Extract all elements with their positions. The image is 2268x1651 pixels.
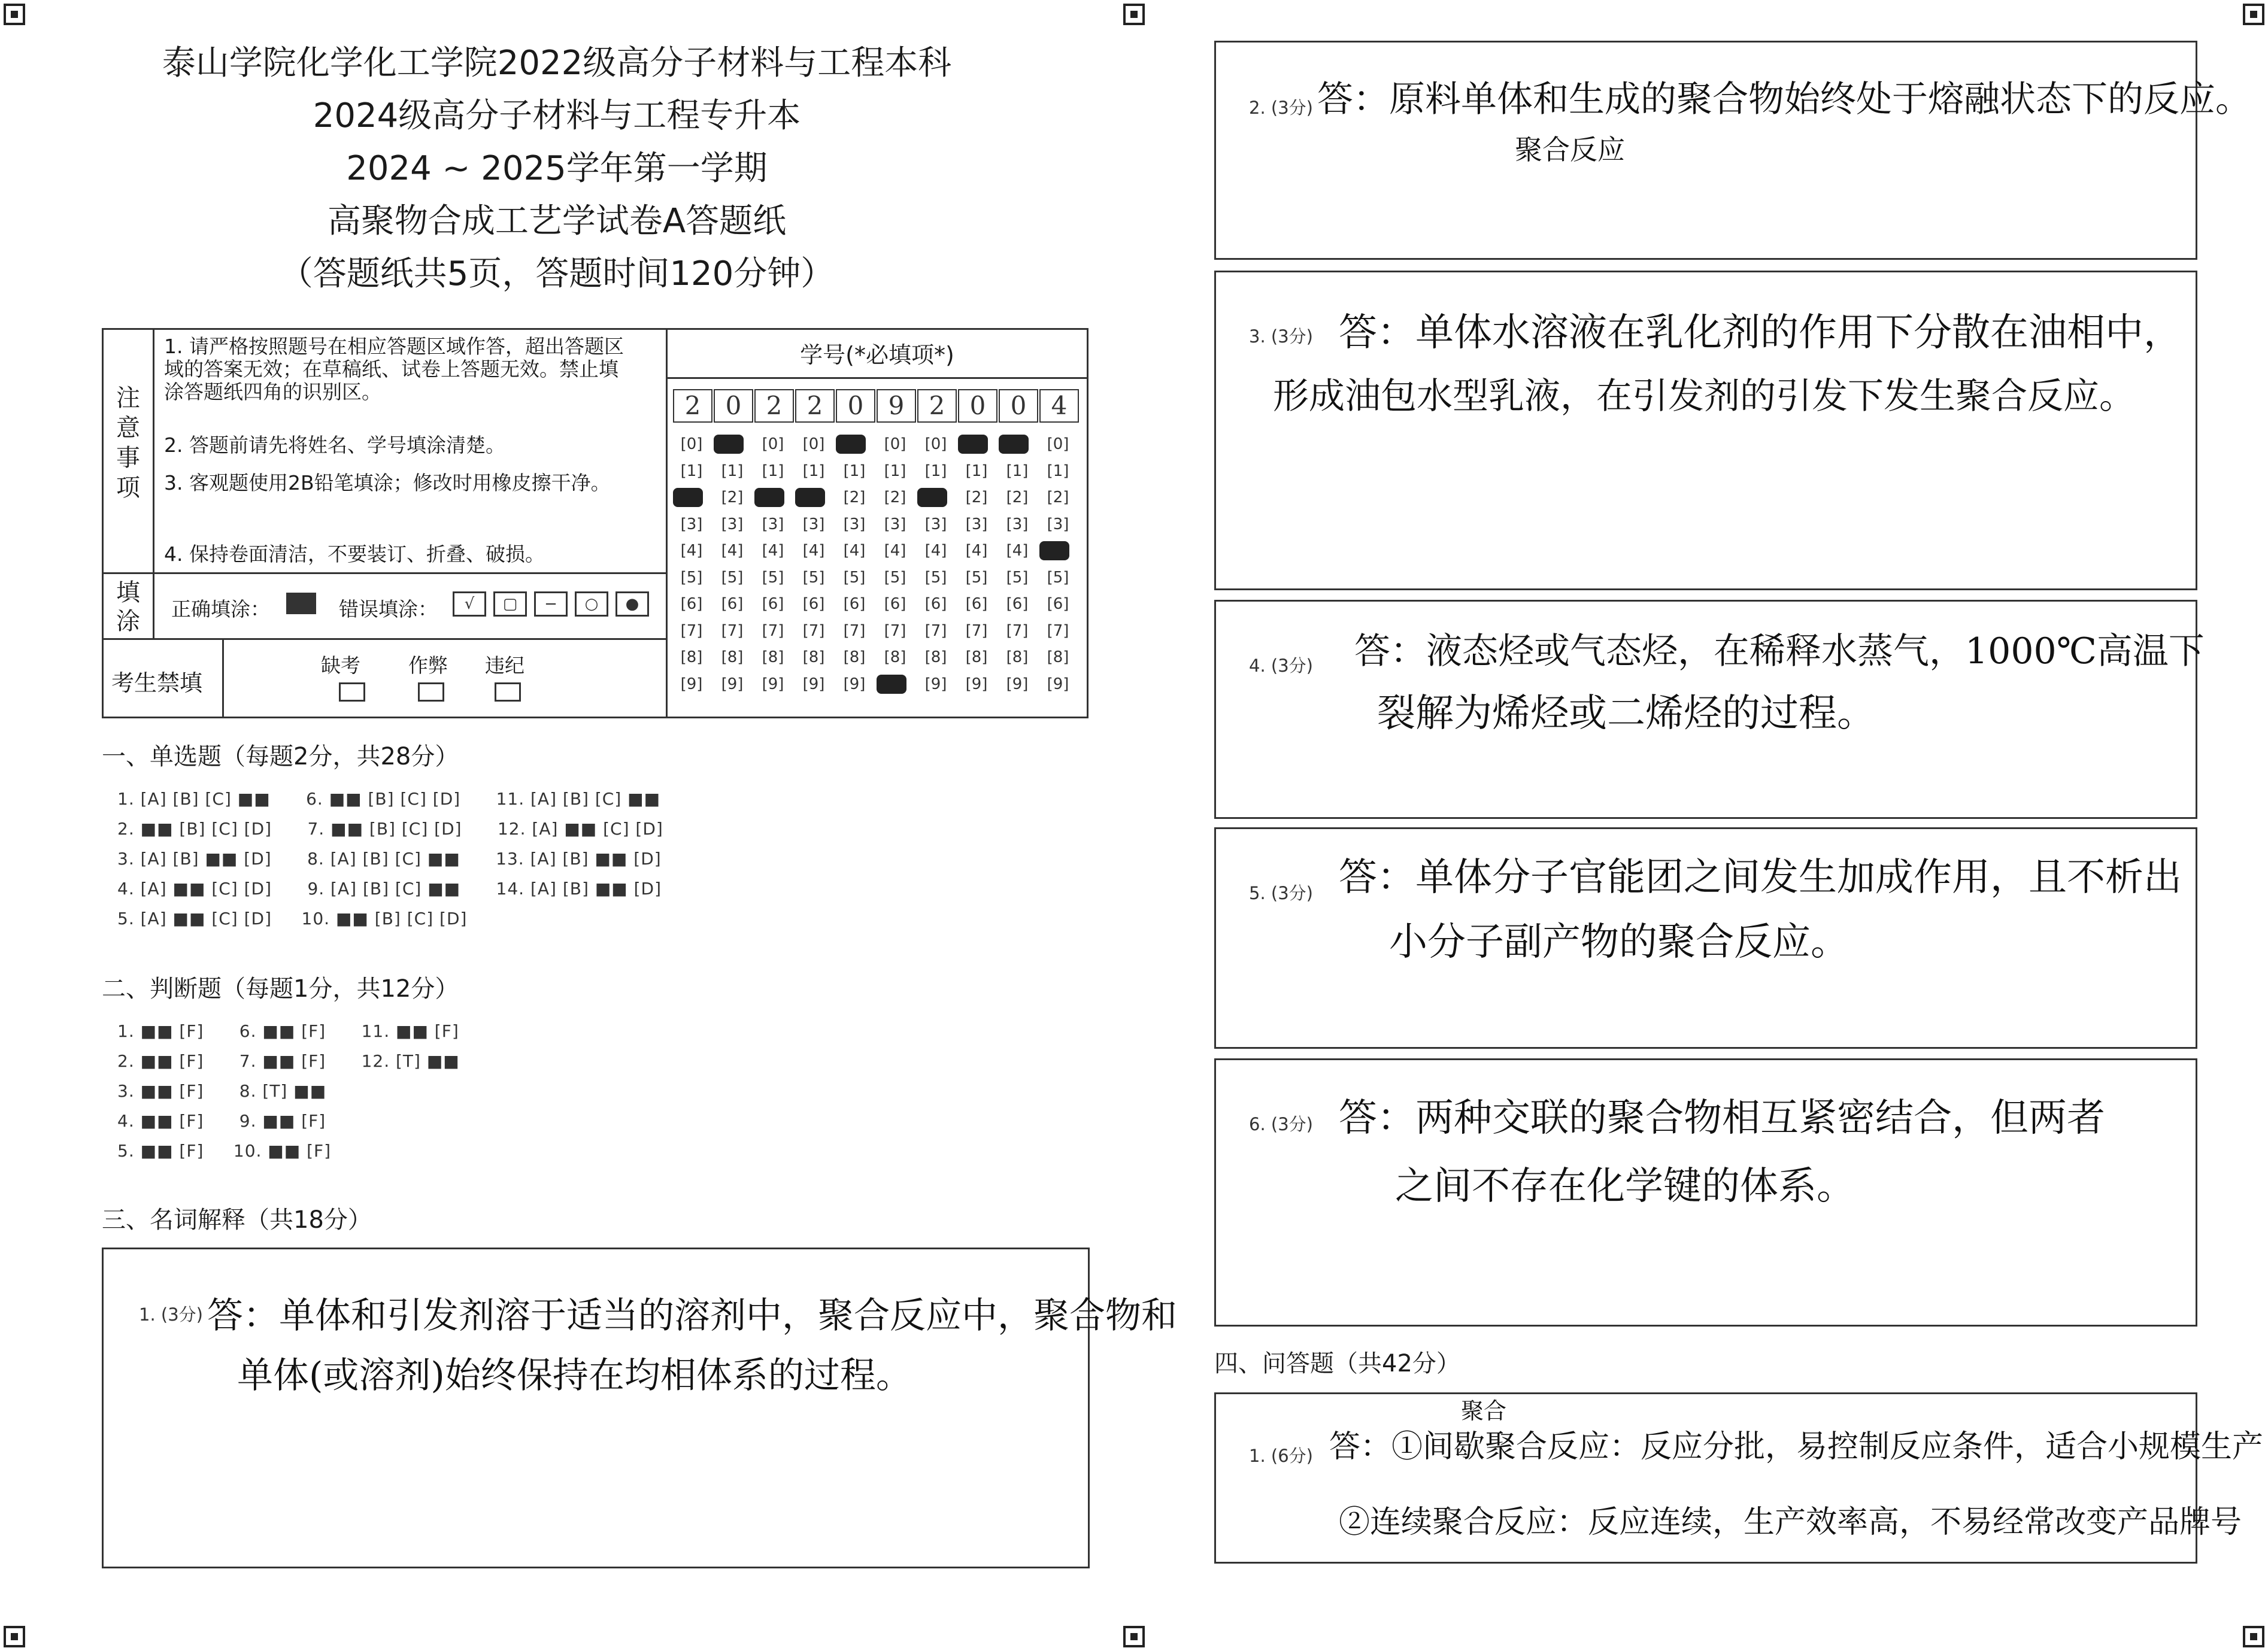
id-bubble[interactable]: [9] [762, 675, 784, 693]
id-bubble[interactable]: [6] [884, 595, 906, 613]
answer-4-line-2: 裂解为烯烃或二烯烃的过程。 [1377, 691, 1875, 736]
id-digit-cell-10[interactable]: 4 [1039, 389, 1079, 423]
id-bubble[interactable]: [2] [843, 488, 866, 506]
id-bubble[interactable]: [1] [680, 462, 703, 480]
id-digit-cell-9[interactable]: 0 [999, 389, 1038, 423]
id-digit-cell-3[interactable]: 2 [754, 389, 794, 423]
wrong-fill-label: 错误填涂： [339, 597, 438, 621]
id-bubble-filled[interactable] [795, 488, 825, 507]
answer-2-line-1: 答：原料单体和生成的聚合物始终处于熔融状态下的反应。 [1317, 78, 2251, 120]
id-bubble[interactable]: [1] [802, 462, 825, 480]
id-bubble[interactable]: [4] [721, 542, 744, 560]
answer-1-line-1: 答：单体和引发剂溶于适当的溶剂中，聚合反应中，聚合物和 [207, 1295, 1177, 1337]
banned-violation-label: 违纪 [485, 654, 524, 677]
essay-1-line-2: ②连续聚合反应：反应连续，生产效率高，不易经常改变产品牌号 [1339, 1504, 2242, 1540]
wrong-fill-sample-2: ▢ [493, 591, 527, 617]
id-bubble[interactable]: [3] [1047, 515, 1069, 533]
corner-mark-top-right [2243, 4, 2264, 25]
id-bubble[interactable]: [5] [1047, 568, 1069, 587]
header-exam-info: （答题纸共5页，答题时间120分钟） [279, 254, 835, 293]
id-digit-cell-1[interactable]: 2 [673, 389, 712, 423]
tf-row-2[interactable]: 2. ■■ [F] 7. ■■ [F] 12. [T] ■■ [117, 1051, 460, 1071]
id-bubble[interactable]: [0] [762, 435, 784, 453]
id-bubble[interactable]: [4] [843, 542, 866, 560]
section3-title: 三、名词解释（共18分） [102, 1206, 372, 1234]
id-bubble[interactable]: [6] [965, 595, 988, 613]
mc-row-5[interactable]: 5. [A] ■■ [C] [D] 10. ■■ [B] [C] [D] [117, 909, 468, 928]
id-bubble[interactable]: [6] [721, 595, 744, 613]
id-bubble[interactable]: [3] [965, 515, 988, 533]
corner-mark-bottom-left [4, 1626, 25, 1647]
notice-item-3: 3. 客观题使用2B铅笔填涂；修改时用橡皮擦干净。 [164, 471, 611, 494]
banned-absent-box[interactable] [339, 682, 365, 702]
id-bubble[interactable]: [1] [965, 462, 988, 480]
banned-cheating-label: 作弊 [408, 654, 448, 677]
id-bubble[interactable]: [6] [1047, 595, 1069, 613]
id-bubble[interactable]: [3] [843, 515, 866, 533]
id-bubble[interactable]: [1] [1006, 462, 1029, 480]
id-bubble[interactable]: [8] [965, 648, 988, 666]
section1-title: 一、单选题（每题2分，共28分） [102, 743, 459, 770]
id-bubble[interactable]: [5] [680, 568, 703, 587]
id-bubble[interactable]: [8] [924, 648, 947, 666]
id-bubble[interactable]: [4] [1006, 542, 1029, 560]
essay-1-line-1: 答：①间歇聚合反应：反应分批，易控制反应条件，适合小规模生产 [1329, 1429, 2264, 1465]
id-bubble[interactable]: [8] [1047, 648, 1069, 666]
id-digit-cell-5[interactable]: 0 [836, 389, 875, 423]
id-bubble[interactable]: [7] [924, 621, 947, 640]
answer-3-line-2: 形成油包水型乳液，在引发剂的引发下发生聚合反应。 [1273, 375, 2135, 417]
fill-side-column [102, 572, 154, 638]
essay-1-label: 1. (6分) [1249, 1446, 1313, 1466]
id-bubble[interactable]: [4] [762, 542, 784, 560]
corner-mark-top-middle [1123, 4, 1145, 25]
id-bubble[interactable]: [5] [843, 568, 866, 587]
id-bubble[interactable]: [8] [721, 648, 744, 666]
id-bubble[interactable]: [7] [762, 621, 784, 640]
id-bubble[interactable]: [9] [721, 675, 744, 693]
wrong-fill-sample-3: − [534, 591, 568, 617]
id-bubble[interactable]: [3] [721, 515, 744, 533]
id-bubble[interactable]: [6] [762, 595, 784, 613]
header-term: 2024 ~ 2025学年第一学期 [346, 149, 768, 188]
id-bubble[interactable]: [5] [762, 568, 784, 587]
id-bubble[interactable]: [7] [802, 621, 825, 640]
id-bubble-filled[interactable] [1039, 541, 1069, 560]
id-bubble[interactable]: [3] [762, 515, 784, 533]
id-bubble[interactable]: [5] [884, 568, 906, 587]
id-bubble[interactable]: [7] [680, 621, 703, 640]
answer-4-label: 4. (3分) [1249, 655, 1313, 676]
notice-divider-1 [102, 572, 666, 574]
id-bubble[interactable]: [7] [884, 621, 906, 640]
id-bubble[interactable]: [0] [802, 435, 825, 453]
id-bubble[interactable]: [2] [1006, 488, 1029, 506]
id-bubble[interactable]: [8] [884, 648, 906, 666]
tf-row-1[interactable]: 1. ■■ [F] 6. ■■ [F] 11. ■■ [F] [117, 1021, 459, 1041]
id-bubble-filled[interactable] [999, 435, 1029, 454]
wrong-fill-sample-4: ○ [575, 591, 608, 617]
corner-mark-top-left [4, 4, 25, 25]
id-bubble-filled[interactable] [836, 435, 866, 454]
id-bubble[interactable]: [1] [762, 462, 784, 480]
corner-mark-bottom-middle [1123, 1626, 1145, 1647]
id-bubble[interactable]: [2] [721, 488, 744, 506]
id-bubble[interactable]: [3] [884, 515, 906, 533]
id-bubble[interactable]: [7] [721, 621, 744, 640]
id-bubble[interactable]: [4] [802, 542, 825, 560]
fill-side-label: 填涂 [116, 579, 140, 635]
header-class: 2024级高分子材料与工程专升本 [313, 96, 801, 135]
banned-side-column [102, 638, 224, 718]
notice-item-1: 1. 请严格按照题号在相应答题区域作答，超出答题区域的答案无效；在草稿纸、试卷上答题无效。禁止填涂答题纸四角的识别区。 [164, 335, 624, 403]
id-bubble[interactable]: [8] [680, 648, 703, 666]
id-bubble[interactable]: [9] [680, 675, 703, 693]
correct-fill-sample [286, 593, 316, 614]
banned-label: 考生禁填 [111, 670, 203, 696]
id-bubble[interactable]: [0] [680, 435, 703, 453]
answer-5-label: 5. (3分) [1249, 883, 1313, 903]
wrong-fill-sample-1: √ [453, 591, 486, 617]
id-bubble[interactable]: [6] [680, 595, 703, 613]
id-bubble[interactable]: [5] [802, 568, 825, 587]
header-exam-title: 高聚物合成工艺学试卷A答题纸 [327, 202, 787, 241]
notice-item-2: 2. 答题前请先将姓名、学号填涂清楚。 [164, 433, 505, 457]
id-digit-cell-8[interactable]: 0 [958, 389, 997, 423]
id-bubble[interactable]: [6] [924, 595, 947, 613]
corner-mark-bottom-right [2243, 1626, 2264, 1647]
banned-violation-box[interactable] [495, 682, 521, 702]
id-bubble[interactable]: [1] [721, 462, 744, 480]
id-bubble-filled[interactable] [877, 675, 906, 694]
id-digit-cell-7[interactable]: 2 [917, 389, 957, 423]
id-bubble[interactable]: [9] [843, 675, 866, 693]
id-bubble[interactable]: [3] [802, 515, 825, 533]
mc-row-3[interactable]: 3. [A] [B] ■■ [D] 8. [A] [B] [C] ■■ 13. [A] [B] ■■ [D] [117, 849, 662, 869]
student-id-header-divider [666, 377, 1088, 379]
id-bubble-filled[interactable] [714, 435, 744, 454]
id-bubble-filled[interactable] [673, 488, 703, 507]
id-bubble[interactable]: [8] [762, 648, 784, 666]
id-bubble[interactable]: [1] [1047, 462, 1069, 480]
answer-6-line-1: 答：两种交联的聚合物相互紧密结合，但两者 [1339, 1096, 2105, 1140]
mc-row-2[interactable]: 2. ■■ [B] [C] [D] 7. ■■ [B] [C] [D] 12. [A] ■■ [C] [D] [117, 819, 663, 839]
mc-row-4[interactable]: 4. [A] ■■ [C] [D] 9. [A] [B] [C] ■■ 14. [A] [B] ■■ [D] [117, 879, 662, 899]
id-bubble[interactable]: [4] [884, 542, 906, 560]
answer-5-line-2: 小分子副产物的聚合反应。 [1389, 920, 1849, 964]
id-bubble[interactable]: [2] [1047, 488, 1069, 506]
section2-title: 二、判断题（每题1分，共12分） [102, 975, 459, 1003]
section4-title: 四、问答题（共42分） [1214, 1350, 1460, 1377]
answer-3-line-1: 答：单体水溶液在乳化剂的作用下分散在油相中， [1339, 311, 2182, 355]
id-bubble[interactable]: [4] [680, 542, 703, 560]
id-bubble[interactable]: [7] [965, 621, 988, 640]
correct-fill-label: 正确填涂： [171, 597, 270, 621]
id-bubble[interactable]: [1] [924, 462, 947, 480]
id-bubble[interactable]: [8] [843, 648, 866, 666]
student-id-title: 学号(*必填项*) [800, 342, 954, 368]
id-bubble[interactable]: [3] [1006, 515, 1029, 533]
id-bubble[interactable]: [6] [843, 595, 866, 613]
id-bubble[interactable]: [7] [843, 621, 866, 640]
id-bubble[interactable]: [3] [924, 515, 947, 533]
answer-1-label: 1. (3分) [139, 1304, 203, 1325]
id-bubble[interactable]: [9] [1047, 675, 1069, 693]
answer-2-label: 2. (3分) [1249, 98, 1313, 118]
id-bubble[interactable]: [9] [1006, 675, 1029, 693]
id-bubble[interactable]: [6] [802, 595, 825, 613]
answer-2-insertion: 聚合反应 [1515, 133, 1625, 166]
mc-row-1[interactable]: 1. [A] [B] [C] ■■ 6. ■■ [B] [C] [D] 11. [A] [B] [C] ■■ [117, 789, 661, 809]
id-bubble-filled[interactable] [958, 435, 988, 454]
id-bubble[interactable]: [7] [1047, 621, 1069, 640]
id-digit-cell-2[interactable]: 0 [714, 389, 753, 423]
id-bubble[interactable]: [1] [843, 462, 866, 480]
id-bubble[interactable]: [5] [965, 568, 988, 587]
id-bubble[interactable]: [5] [721, 568, 744, 587]
answer-5-line-1: 答：单体分子官能团之间发生加成作用，且不析出 [1339, 855, 2182, 900]
id-digit-cell-4[interactable]: 2 [795, 389, 835, 423]
id-bubble[interactable]: [9] [924, 675, 947, 693]
id-bubble[interactable]: [7] [1006, 621, 1029, 640]
id-bubble[interactable]: [4] [965, 542, 988, 560]
id-bubble[interactable]: [8] [802, 648, 825, 666]
answer-6-line-2: 之间不存在化学键的体系。 [1395, 1164, 1855, 1209]
id-bubble-filled[interactable] [917, 488, 947, 507]
banned-cheating-box[interactable] [418, 682, 444, 702]
id-bubble[interactable]: [8] [1006, 648, 1029, 666]
id-bubble[interactable]: [5] [924, 568, 947, 587]
id-bubble[interactable]: [5] [1006, 568, 1029, 587]
id-bubble[interactable]: [3] [680, 515, 703, 533]
essay-1-note: 聚合 [1461, 1398, 1507, 1424]
id-bubble[interactable]: [4] [924, 542, 947, 560]
id-bubble[interactable]: [1] [884, 462, 906, 480]
id-bubble-filled[interactable] [754, 488, 784, 507]
tf-row-5[interactable]: 5. ■■ [F] 10. ■■ [F] [117, 1141, 332, 1161]
header-school: 泰山学院化学化工学院2022级高分子材料与工程本科 [162, 44, 952, 83]
id-bubble[interactable]: [0] [884, 435, 906, 453]
id-bubble[interactable]: [2] [884, 488, 906, 506]
tf-row-4[interactable]: 4. ■■ [F] 9. ■■ [F] [117, 1111, 326, 1131]
id-bubble[interactable]: [0] [924, 435, 947, 453]
notice-side-label: 注意事项 [116, 384, 140, 502]
id-bubble[interactable]: [6] [1006, 595, 1029, 613]
answer-3-label: 3. (3分) [1249, 326, 1313, 347]
id-bubble[interactable]: [0] [1047, 435, 1069, 453]
answer-1-line-2: 单体(或溶剂)始终保持在均相体系的过程。 [237, 1355, 912, 1397]
banned-absent-label: 缺考 [321, 654, 360, 677]
id-bubble[interactable]: [9] [802, 675, 825, 693]
tf-row-3[interactable]: 3. ■■ [F] 8. [T] ■■ [117, 1081, 327, 1101]
id-bubble[interactable]: [9] [965, 675, 988, 693]
answer-6-label: 6. (3分) [1249, 1114, 1313, 1134]
wrong-fill-sample-5: ● [615, 591, 649, 617]
id-digit-cell-6[interactable]: 9 [877, 389, 916, 423]
answer-4-line-1: 答：液态烃或气态烃，在稀释水蒸气，1000℃高温下 [1354, 630, 2205, 672]
id-bubble[interactable]: [2] [965, 488, 988, 506]
notice-item-4: 4. 保持卷面清洁，不要装订、折叠、破损。 [164, 542, 545, 566]
